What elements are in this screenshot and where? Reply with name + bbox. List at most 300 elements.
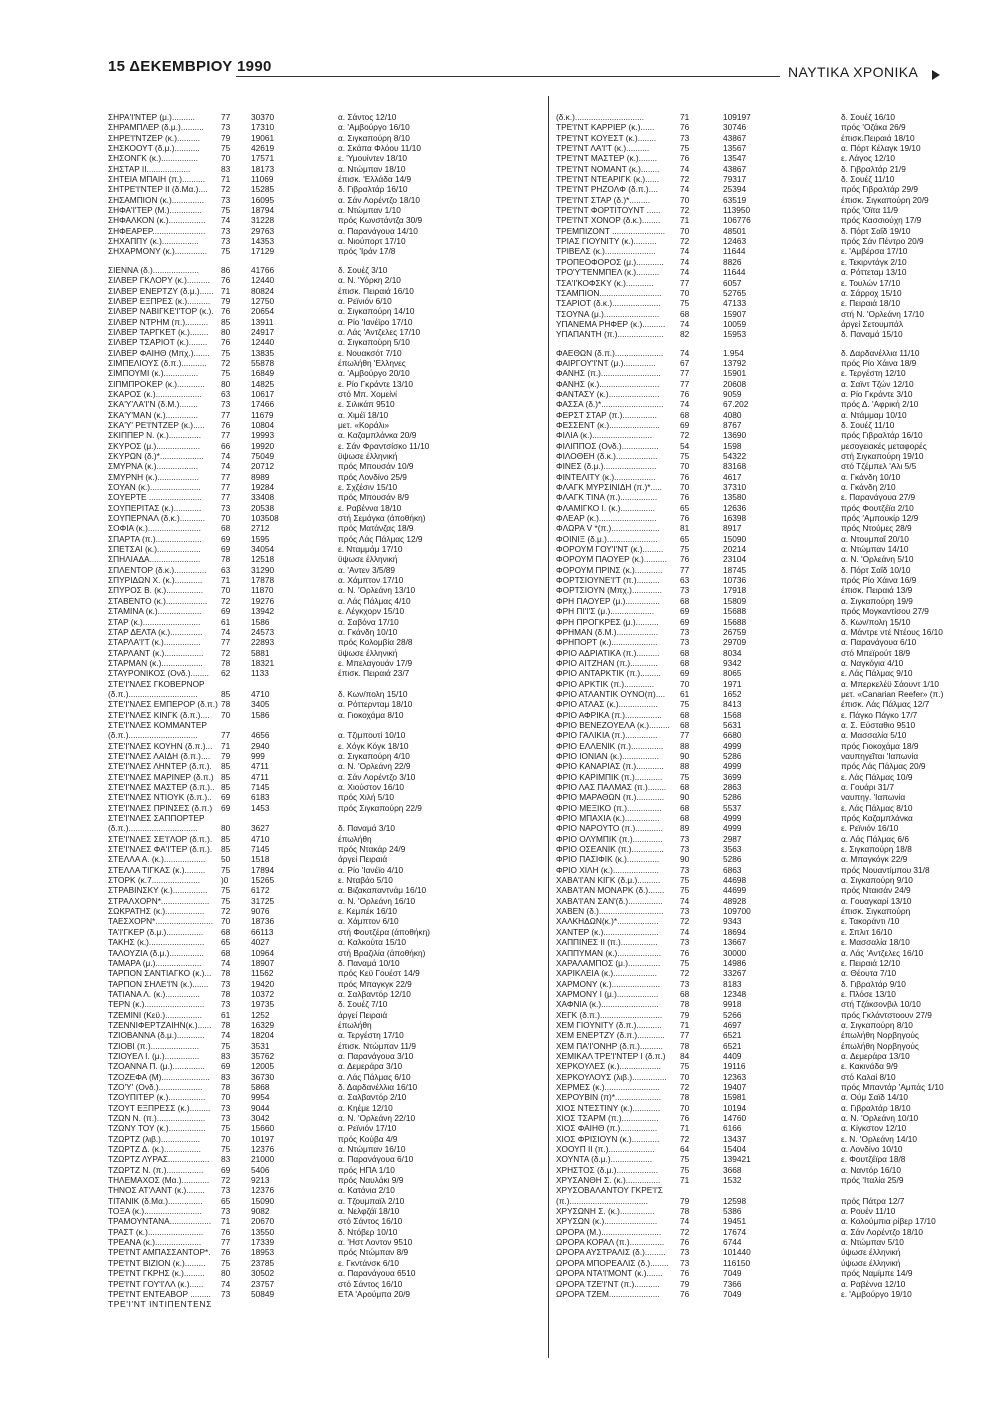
- ship-status: έπωλήθη 'Ελληνες: [338, 357, 406, 368]
- ship-status: α. Τζουμπαϊλ 2/10: [338, 1195, 405, 1206]
- build-year: 79: [221, 132, 231, 143]
- build-year: 75: [221, 1257, 231, 1268]
- tonnage: 13547: [723, 153, 747, 164]
- ship-name: ΧΑΒΑ'Ι'ΑΝ ΣΑΝ'(δ.)...............: [556, 895, 663, 906]
- ship-status: πρός Γιβραλτάρ 16/10: [841, 430, 923, 441]
- table-row: [556, 1061, 986, 1071]
- tonnage: 1133: [251, 668, 269, 679]
- ship-status: ε. Σιγκαπούρη 18/8: [841, 844, 912, 855]
- tonnage: 29709: [723, 637, 747, 648]
- ship-status: δ. Γιβραλτάρ 16/10: [338, 184, 408, 195]
- table-row: [108, 296, 528, 306]
- build-year: 70: [221, 153, 231, 164]
- ship-name: ΤΡΙΑΣ ΓΙΟΥΝΙΤΥ (κ.)..........: [556, 236, 657, 247]
- ship-name: ΣΤΑΡΛΑΝΤ (κ.).................: [108, 647, 204, 658]
- table-row: [108, 143, 528, 153]
- ship-name: ΣΤΕ'Ι'ΝΛΕΣ ΦΑ'Ι'ΤΕΡ (δ.π.).: [108, 844, 213, 855]
- ship-status: α. Ναγκόγια 4/10: [841, 657, 904, 668]
- build-year: 83: [221, 1154, 231, 1165]
- table-row: [108, 368, 528, 378]
- build-year: 88: [680, 761, 690, 772]
- table-row: [556, 854, 986, 864]
- tonnage: 6057: [723, 277, 742, 288]
- table-row: [556, 451, 986, 461]
- table-row: [556, 596, 986, 606]
- table-row: [556, 1154, 986, 1164]
- tonnage: 19420: [251, 978, 275, 989]
- table-row: [556, 430, 986, 440]
- ship-status: α. Γουάρι 31/7: [841, 782, 894, 792]
- tonnage: 19407: [723, 1081, 747, 1092]
- ship-status: ε. Τακοράντι /10: [841, 916, 900, 927]
- ship-status: α. Ν. 'Ορλεάνη 13/10: [338, 585, 416, 596]
- table-row: [556, 1196, 986, 1206]
- build-year: 68: [680, 595, 690, 606]
- build-year: 73: [221, 225, 231, 236]
- ship-name: ΣΗΣΤΑΡ ΙΙ...................: [108, 163, 191, 174]
- header-rule: [236, 76, 780, 77]
- tonnage: 1586: [251, 616, 270, 627]
- build-year: 77: [221, 471, 231, 482]
- table-row: [108, 575, 528, 585]
- table-row: [108, 751, 528, 761]
- build-year: 75: [221, 885, 231, 896]
- table-row: [556, 1010, 986, 1020]
- ship-status: άργεί Πειραιά: [338, 854, 388, 865]
- tonnage: 3531: [251, 1040, 270, 1051]
- table-row: [556, 710, 986, 720]
- ship-status: στή Βραζιλία (άποθήκη): [338, 947, 426, 958]
- tonnage: 33408: [251, 492, 275, 503]
- ship-name: ΤΡΕ'Ι'ΝΤ ΛΑ'Ι'Τ (κ.)..........: [556, 143, 650, 154]
- ship-status: α. Γκάνδη 10/10: [841, 471, 901, 482]
- table-row: [108, 461, 528, 471]
- table-row: [556, 399, 986, 409]
- continued-entry: ΤΡΕ'Ι'ΝΤ ΙΝΤΙΠΕΝΤΕΝΣ: [108, 1299, 212, 1310]
- build-year: 73: [221, 1113, 231, 1123]
- ship-status: στή Φουτζέρα (άποθήκη): [338, 926, 430, 937]
- ship-status: πρός Γκλάντστοουν 27/9: [841, 1009, 932, 1020]
- tonnage: 6680: [723, 730, 742, 741]
- table-row: [108, 813, 528, 823]
- build-year: 76: [221, 1226, 231, 1237]
- table-row: [108, 979, 528, 989]
- table-row: [108, 585, 528, 595]
- tonnage: 8183: [723, 978, 742, 989]
- table-row: [556, 875, 986, 885]
- ship-status: α. Πόρτ Κέλαγκ 19/10: [841, 143, 921, 154]
- ship-name: ΤΑΤΙΑΝΑ Λ. (κ.)...............: [108, 988, 200, 999]
- table-row: [108, 1030, 528, 1040]
- table-row: [556, 482, 986, 492]
- build-year: 74: [680, 318, 690, 329]
- ship-status: δ. Ντόβερ 10/10: [338, 1226, 398, 1237]
- table-row: [108, 885, 528, 895]
- ship-status: α. Σιγκαπούρη 5/10: [338, 337, 410, 348]
- build-year: 68: [680, 802, 690, 813]
- ship-status: έπωλήθη: [338, 1019, 372, 1030]
- table-row: [108, 710, 528, 720]
- table-row: [556, 730, 986, 740]
- tonnage: 17894: [251, 864, 275, 875]
- ship-status: ε. Λάγος 12/10: [841, 153, 896, 164]
- build-year: 76: [221, 337, 231, 348]
- build-year: 71: [680, 112, 690, 122]
- table-row: [108, 668, 528, 678]
- tonnage: 11069: [251, 174, 274, 185]
- tonnage: 17571: [251, 153, 275, 164]
- ship-name: ΦΡΙΟ ΛΑΣ ΠΑΛΜΑΣ (π.)........: [556, 782, 667, 792]
- build-year: 71: [680, 1175, 690, 1186]
- table-row: [108, 1072, 528, 1082]
- ship-status: ε. Λέγκχορν 15/10: [338, 606, 405, 617]
- table-row: [108, 379, 528, 389]
- table-row: [108, 1289, 528, 1299]
- ship-name: ΧΡΥΣΩΝΗ Σ. (κ.)...............: [556, 1206, 655, 1217]
- table-row: [556, 658, 986, 668]
- ship-status: πρός Σάν Πέντρο 20/9: [841, 236, 924, 247]
- build-year: 73: [221, 194, 231, 205]
- ship-name: ΧΙΟΣ ΤΣΑΡΜ (π.)................: [556, 1113, 659, 1123]
- ship-name: ΦΡΙΟ ΙΟΝΙΑΝ (κ.)................: [556, 750, 659, 761]
- tonnage: 15265: [251, 875, 275, 886]
- build-year: 73: [221, 236, 231, 247]
- ship-status: α. Τεργέστη 17/10: [338, 1030, 404, 1041]
- tonnage: 50849: [251, 1288, 275, 1299]
- tonnage: 3668: [723, 1164, 742, 1175]
- tonnage: 4710: [251, 833, 270, 844]
- ship-status: ναυπηγεῖται 'Ιαπωνία: [841, 750, 919, 761]
- ship-status: μετ. «Canarian Reefer» (π.): [841, 688, 944, 699]
- ship-name: ΣΚΑ'Υ' ΡΕ'Ι'ΝΤΖΕΡ (κ.).....: [108, 419, 205, 430]
- table-row: [556, 989, 986, 999]
- ship-status: α. Σαϊντ Τζών 12/10: [841, 378, 914, 389]
- ship-status: δ. Παναμά 10/10: [338, 957, 400, 968]
- ship-name: ΦΡΗ ΠΑΟΥΕΡ (μ.)...............: [556, 595, 660, 606]
- ship-status: α. Ν. 'Ορλεάνη 22/10: [338, 1113, 416, 1123]
- tonnage: 1971: [723, 678, 742, 689]
- ship-status: ε. Σχζέσιν 15/10: [338, 482, 398, 493]
- table-row: [556, 906, 986, 916]
- build-year: 73: [680, 1257, 690, 1268]
- ship-name: ΦΛΑΜΙΓΚΟ Ι. (κ.)...............: [556, 502, 655, 513]
- table-row: [556, 1123, 986, 1133]
- ship-name: ΦΑΙΡΓΟΥ'Ι'ΝΤ (μ.)..............: [556, 357, 656, 368]
- build-year: 77: [680, 368, 690, 379]
- build-year: 68: [680, 657, 690, 668]
- tonnage: 9059: [723, 388, 742, 399]
- ship-name: ΣΠΕΤΣΑΙ (κ.)...................: [108, 544, 201, 555]
- ship-name: ΦΟΡΟΥΜ ΓΟΥ'Ι'ΝΤ (κ.).........: [556, 544, 664, 555]
- ship-status: πρός ΗΠΑ 1/10: [338, 1164, 395, 1175]
- build-year: 73: [680, 906, 690, 917]
- tonnage: 18736: [251, 916, 275, 927]
- table-row: [556, 823, 986, 833]
- tonnage: 8413: [723, 699, 742, 710]
- ship-status: α. Χιούστον 16/10: [338, 782, 405, 792]
- ship-name: ΤΖΟΑΝΝΑ Π. (μ.)..............: [108, 1061, 205, 1072]
- ship-name: ΣΗΤΕΙΑ ΜΠΑΙΗ (π.)..........: [108, 174, 206, 185]
- build-year: 73: [680, 585, 690, 596]
- table-row: [556, 958, 986, 968]
- ship-status: α. Ρόττερνταμ 18/10: [338, 699, 413, 710]
- table-row: [556, 782, 986, 792]
- ship-status: πρός Κασσιούχη 17/9: [841, 215, 922, 226]
- tonnage: 9076: [251, 906, 270, 917]
- ship-name: ΦΑΕΘΩΝ (δ.π.).....................: [556, 347, 664, 358]
- table-row: [108, 1165, 528, 1175]
- table-row: [108, 1051, 528, 1061]
- ship-status: ε. Κακινάδα 9/9: [841, 1061, 898, 1072]
- ship-status: α. Σαλβαντόρ 2/10: [338, 1092, 407, 1103]
- tonnage: 75049: [251, 451, 275, 461]
- ship-name: ΣΠΥΡΟΣ Β. (κ.)................: [108, 585, 204, 596]
- ship-status: α. Γιοκοχάμα 8/10: [338, 709, 404, 720]
- table-row: [556, 885, 986, 895]
- build-year: 85: [221, 782, 231, 792]
- ship-name: ΣΟΥΑΝ (κ.)......................: [108, 482, 201, 493]
- build-year: 73: [221, 122, 231, 133]
- build-year: 75: [221, 1040, 231, 1051]
- ship-name: ΤΕΡΝ (κ.)..........................: [108, 999, 205, 1010]
- ship-name: ΣΤΕ'Ι'ΝΛΕΣ ΛΗΝΤΕΡ (δ.π.).: [108, 761, 212, 772]
- table-row: [556, 948, 986, 958]
- table-row: [556, 226, 986, 236]
- ship-name: ΤΙΤΑΝΙΚ (δ.Μα.)...............: [108, 1195, 203, 1206]
- build-year: 75: [221, 1144, 231, 1155]
- ship-name: ΣΤΕΛΛΑ ΤΙΓΚΑΣ (κ.).........: [108, 864, 206, 875]
- ship-status: α. Σ. Εύσταθιο 9510: [841, 719, 916, 730]
- tonnage: 1595: [251, 533, 270, 544]
- tonnage: 106776: [723, 215, 751, 226]
- table-row: [556, 927, 986, 937]
- ship-name: ΧΟΥΝΤΑ (δ.μ.)..................: [556, 1154, 653, 1165]
- tonnage: 25394: [723, 184, 747, 195]
- tonnage: 2987: [723, 833, 742, 844]
- build-year: 85: [221, 316, 231, 327]
- build-year: 70: [680, 678, 690, 689]
- build-year: 67: [680, 357, 690, 368]
- ship-name: ΤΣΑΜΠΙΟΝ...........................: [556, 287, 662, 298]
- table-row: [556, 689, 986, 699]
- table-row: [556, 368, 986, 378]
- build-year: 74: [680, 184, 690, 195]
- table-row: [556, 606, 986, 616]
- build-year: 74: [221, 957, 231, 968]
- ship-status: ε. Παρανάγουα 27/9: [841, 492, 916, 503]
- build-year: 73: [680, 626, 690, 637]
- ship-name: ΦΡΙΟ ΑΦΡΙΚΑ (π.)................: [556, 709, 662, 720]
- tonnage: 13437: [723, 1133, 747, 1144]
- ship-name: ΣΤΕ'Ι'ΝΛΕΣ ΣΑΠΠΟΡΤΕΡ: [108, 813, 205, 824]
- ship-name: ΣΙΛΒΕΡ ΤΣΑΡΙΟΤ (κ.)........: [108, 337, 208, 348]
- table-row: [556, 1103, 986, 1113]
- table-row: [108, 236, 528, 246]
- table-row: [108, 306, 528, 316]
- tonnage: 7145: [251, 782, 270, 792]
- build-year: 70: [221, 513, 231, 524]
- ship-name: ΧΕΡΚΟΥΛΟΥΣ (λιβ.)...............: [556, 1071, 667, 1082]
- ship-status: α. Σάν Λορέντζο 18/10: [338, 194, 420, 205]
- table-row: [108, 792, 528, 802]
- ship-name: ΣΩΚΡΑΤΗΣ (κ.).................: [108, 906, 205, 917]
- ship-status: έπισκ. Πειραιά 16/10: [338, 285, 414, 296]
- build-year: 50: [221, 854, 231, 865]
- table-row: [108, 1020, 528, 1030]
- build-year: 85: [221, 761, 231, 772]
- table-row: [108, 503, 528, 513]
- ship-status: πρός Ντούμες 28/9: [841, 523, 912, 534]
- ship-status: α. Σάντος 12/10: [338, 112, 397, 122]
- ship-name: ΤΣΟΥΝΑ (μ.)........................: [556, 308, 660, 319]
- ship-status: πρός Νταισάν 24/9: [841, 885, 911, 896]
- table-row: [556, 916, 986, 926]
- table-row: [556, 1185, 986, 1195]
- ship-name: ΥΠΑΝΕΜΑ ΡΗΦΕΡ (κ.)..........: [556, 318, 666, 329]
- table-row: [556, 441, 986, 451]
- ship-name: ΤΡΕ'Ι'ΝΤ ΜΑΣΤΕΡ (κ.)........: [556, 153, 658, 164]
- ship-status: α. Τζιμπουτί 10/10: [338, 730, 406, 741]
- tonnage: 4409: [723, 1050, 742, 1061]
- table-row: [108, 1185, 528, 1195]
- table-row: [556, 1227, 986, 1237]
- tonnage: 12518: [251, 554, 275, 565]
- tonnage: 21000: [251, 1154, 275, 1165]
- build-year: 63: [221, 564, 231, 575]
- ship-name: ΣΙΛΒΕΡ ΦΑΙΗΘ (Μπχ.).......: [108, 347, 210, 358]
- tonnage: 34054: [251, 544, 275, 555]
- build-year: 61: [221, 616, 231, 627]
- ship-status: ϋψωσε έλληνική: [338, 647, 398, 658]
- table-row: [108, 554, 528, 564]
- build-year: 90: [680, 854, 690, 865]
- tonnage: 9082: [251, 1206, 270, 1217]
- build-year: 68: [680, 719, 690, 730]
- table-row: [556, 1144, 986, 1154]
- build-year: 72: [221, 184, 231, 195]
- build-year: 75: [680, 1154, 690, 1165]
- ship-name: ΦΡΙΟ ΑΡΚΤΙΚ (π.).............: [556, 678, 655, 689]
- build-year: 90: [680, 750, 690, 761]
- tonnage: 18953: [251, 1247, 275, 1258]
- ship-status: στή Σιγκαπούρη 19/10: [841, 451, 924, 461]
- tonnage: 4999: [723, 740, 742, 751]
- ship-status: α. Γκάνδη 10/10: [338, 626, 398, 637]
- ship-name: ΦΡΙΟ ΑΔΡΙΑΤΙΚΑ (π.)..........: [556, 647, 660, 658]
- ship-status: πρός Μπουσάν 10/9: [338, 461, 414, 472]
- table-row: [108, 389, 528, 399]
- tonnage: 15660: [251, 1123, 275, 1134]
- tonnage: 11679: [251, 409, 274, 420]
- ship-name: ΩΡΟΡΑ ΝΤΑ'Ι'ΜΟΝΤ (κ.).......: [556, 1268, 663, 1279]
- ship-status: ε. 'Υμουίντεν 18/10: [338, 153, 407, 164]
- tonnage: 16398: [723, 513, 747, 524]
- ship-status: έπισκ. 'Ελλάδα 14/9: [338, 174, 412, 185]
- ship-status: πρός Λάς Πάλμας 12/9: [338, 533, 423, 544]
- ship-name: ΧΕΜ ΕΝΕΡΤΖΥ (δ.π.)............: [556, 1030, 665, 1041]
- ship-name: ΧΡΗΣΤΟΣ (δ.μ.)..................: [556, 1164, 659, 1175]
- tonnage: 10804: [251, 419, 275, 430]
- ship-name: ΤΡΕ'Ι'ΝΤ ΚΟΥΕΣΤ (κ.)........: [556, 132, 657, 143]
- ship-status: α. Παρανάγουα 14/10: [338, 225, 418, 236]
- ship-name: ΤΑΚΗΣ (κ.)........................: [108, 937, 205, 948]
- build-year: 72: [680, 968, 690, 979]
- ship-status: α. Λονδίνο 10/10: [841, 1144, 903, 1155]
- ship-status: πρός Κωνστάντζα 30/9: [338, 215, 423, 226]
- table-row: [108, 1154, 528, 1164]
- table-row: [108, 989, 528, 999]
- ship-status: α. Ν. 'Ορλεάνη 10/10: [841, 1113, 919, 1123]
- ship-name: ΤΡΟΠΕΟΦΟΡΟΣ (μ.)............: [556, 256, 664, 267]
- tonnage: 15809: [723, 595, 747, 606]
- build-year: 70: [221, 709, 231, 720]
- build-year: 88: [680, 740, 690, 751]
- ship-status: στό Μπ. Χομείνί: [338, 388, 398, 399]
- ship-name: ΣΟΥΕΡΤΕ .......................: [108, 492, 202, 503]
- tonnage: 3042: [251, 1113, 270, 1123]
- ship-name: ΦΡΙΟ ΑΙΤΖΗΑΝ (π.)............: [556, 657, 658, 668]
- build-year: 72: [680, 1133, 690, 1144]
- tonnage: 109700: [723, 906, 751, 917]
- ship-status: α. Μασσαλία 5/10: [841, 730, 907, 741]
- ship-name: ΦΡΙΟ ΟΣΕΑΝΙΚ (π.)..............: [556, 844, 664, 855]
- build-year: 78: [221, 657, 231, 668]
- tonnage: 6172: [251, 885, 270, 896]
- ship-name: ΤΖΟ'Υ' (Ονδ.)...................: [108, 1081, 203, 1092]
- table-row: [108, 174, 528, 184]
- tonnage: 33267: [723, 968, 747, 979]
- build-year: 71: [221, 174, 231, 185]
- tonnage: 10194: [723, 1102, 747, 1113]
- tonnage: 3563: [723, 844, 742, 855]
- build-year: 85: [221, 844, 231, 855]
- ship-name: ΧΕΡΟΥΒΙΝ (π)*....................: [556, 1092, 662, 1103]
- build-year: 84: [680, 1050, 690, 1061]
- ship-status: ε. Φουτζέϊρα 18/8: [841, 1154, 906, 1165]
- table-row: [556, 979, 986, 989]
- tonnage: 20214: [723, 544, 747, 555]
- ship-status: α. Ρίο Γκράντε 3/10: [841, 388, 913, 399]
- build-year: 70: [680, 225, 690, 236]
- build-year: 69: [221, 1164, 231, 1175]
- build-year: 75: [680, 875, 690, 886]
- ship-name: ΣΙΠΜΠΡΟΚΕΡ (κ.)............: [108, 378, 205, 389]
- tonnage: 41766: [251, 264, 275, 275]
- ship-name: ΣΤΕ'Ι'ΝΛΕΣ ΜΑΣΤΕΡ (δ.π.)..: [108, 782, 215, 792]
- table-row: [108, 627, 528, 637]
- ship-list-left: [108, 112, 528, 1310]
- table-row: [556, 472, 986, 482]
- ship-name: ΧΑΝΤΕΡ (κ.)........................: [556, 926, 659, 937]
- build-year: 74: [221, 451, 231, 461]
- build-year: 74: [221, 626, 231, 637]
- ship-name: ΣΙΛΒΕΡ ΕΞΠΡΕΣ (κ.)..........: [108, 295, 211, 306]
- build-year: 76: [680, 1288, 690, 1299]
- ship-name: ΥΠΑΠΑΝΤΗ (π.)....................: [556, 329, 664, 340]
- ship-name: ΩΡΟΡΑ ΚΟΡΑΛ (π.)...............: [556, 1237, 665, 1248]
- table-row: [556, 288, 986, 298]
- build-year: 80: [221, 378, 231, 389]
- ship-status: ε. Ρίο Γκράντε 13/10: [338, 378, 414, 389]
- ship-name: ΦΡΙΟ ΠΑΣΙΦΙΚ (κ.)..............: [556, 854, 660, 865]
- table-row: [556, 205, 986, 215]
- build-year: 89: [680, 823, 690, 834]
- table-row: [108, 513, 528, 523]
- tonnage: 13580: [723, 492, 747, 503]
- ship-name: ΣΜΥΡΝΑ (κ.)..................: [108, 461, 198, 472]
- tonnage: 20670: [251, 1216, 275, 1227]
- build-year: 85: [221, 833, 231, 844]
